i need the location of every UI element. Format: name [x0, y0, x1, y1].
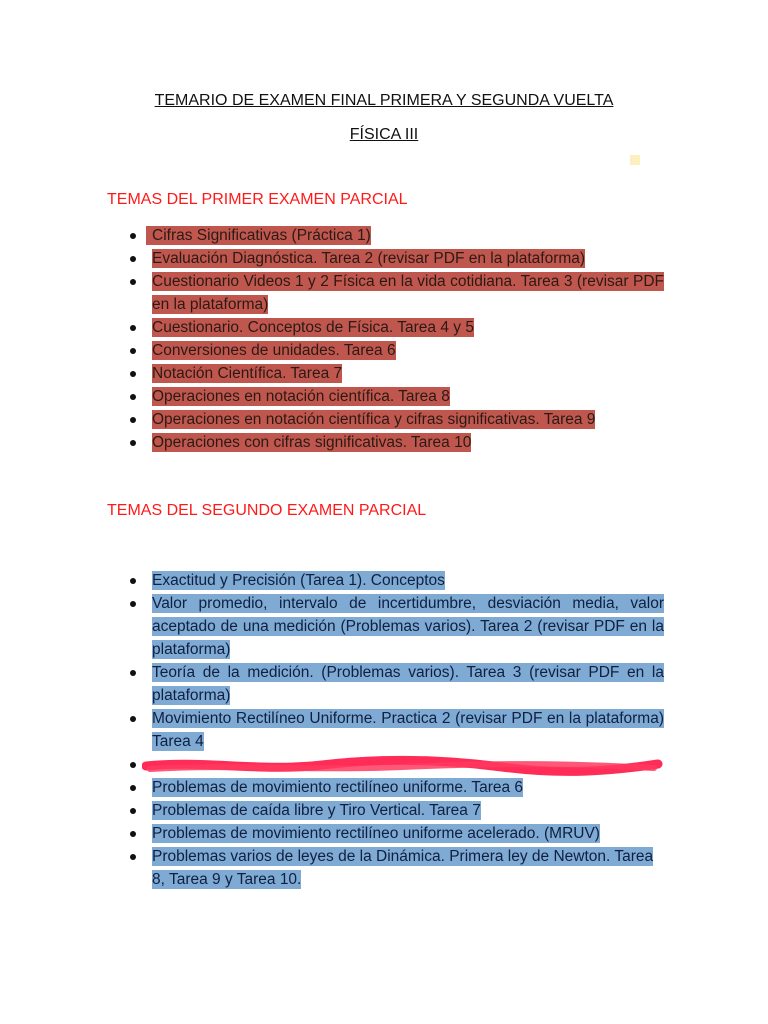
list-item — [0, 431, 664, 454]
bullet-icon — [130, 578, 136, 584]
bullet-icon — [130, 279, 136, 285]
topic-text: Operaciones en notación científica. Tarea 8 — [152, 388, 450, 405]
topic-text: Problemas varios de leyes de la Dinámica. Primera ley de Newton. Tarea 8, Tarea 9 y Tarea 10. — [152, 848, 654, 888]
list-item — [0, 247, 664, 270]
topic-text: Valor promedio, intervalo de incertidumbre, desviación media, valor aceptado de una medición (Problemas varios). Tarea 2 (revisar PDF en la plataforma) — [152, 595, 664, 658]
topic-text: Problemas de movimiento rectilíneo uniforme acelerado. (MRUV) — [152, 825, 600, 842]
topic-text: Problemas de movimiento rectilíneo uniforme. Tarea 6 — [152, 779, 524, 796]
topic-text: Teoría de la medición. (Problemas varios). Tarea 3 (revisar PDF en la plataforma) — [152, 664, 664, 704]
bullet-icon — [130, 670, 136, 676]
list-item — [0, 408, 664, 431]
list-item — [0, 592, 664, 661]
list-item — [0, 799, 664, 822]
bullet-icon — [130, 808, 136, 814]
topic-text: Exactitud y Precisión (Tarea 1). Conceptos — [152, 572, 445, 589]
topic-text: Problemas de caída libre y Tiro Vertical. Tarea 7 — [152, 802, 481, 819]
document-subtitle: FÍSICA III — [349, 126, 419, 143]
bullet-icon — [130, 417, 136, 423]
bullet-icon — [130, 831, 136, 837]
list-item — [0, 224, 664, 247]
bullet-icon — [130, 325, 136, 331]
redaction-scribble — [142, 755, 664, 777]
second-exam-topic-list — [0, 569, 768, 891]
document-title: TEMARIO DE EXAMEN FINAL PRIMERA Y SEGUNDA VUELTA — [154, 92, 614, 109]
first-exam-topic-list — [0, 224, 768, 454]
bullet-icon — [130, 716, 136, 722]
list-item — [0, 569, 664, 592]
topic-text: Cifras Significativas (Práctica 1) — [146, 226, 371, 245]
bullet-icon — [130, 256, 136, 262]
list-item — [0, 707, 664, 753]
topic-text: Operaciones en notación científica y cifras significativas. Tarea 9 — [152, 411, 596, 428]
list-item — [0, 362, 664, 385]
topic-text: Movimiento Rectilíneo Uniforme. Practica 2 (revisar PDF en la plataforma) Tarea 4 — [152, 710, 664, 750]
list-item — [0, 776, 664, 799]
topic-text: Cuestionario. Conceptos de Física. Tarea 4 y 5 — [152, 319, 474, 336]
bullet-icon — [130, 371, 136, 377]
topic-text: Evaluación Diagnóstica. Tarea 2 (revisar PDF en la plataforma) — [152, 250, 586, 267]
bullet-icon — [130, 785, 136, 791]
section-heading-second-exam: TEMAS DEL SEGUNDO EXAMEN PARCIAL — [107, 502, 427, 519]
bullet-icon — [130, 394, 136, 400]
topic-text: Notación Científica. Tarea 7 — [152, 365, 343, 382]
list-item — [0, 661, 664, 707]
list-item — [0, 339, 664, 362]
bullet-icon — [130, 762, 136, 768]
topic-text: Conversiones de unidades. Tarea 6 — [152, 342, 396, 359]
section-heading-first-exam: TEMAS DEL PRIMER EXAMEN PARCIAL — [107, 191, 408, 208]
list-item — [0, 316, 664, 339]
list-item — [0, 845, 664, 891]
topic-text: Cuestionario Videos 1 y 2 Física en la vida cotidiana. Tarea 3 (revisar PDF en la plataforma) — [152, 273, 664, 313]
topic-text: Operaciones con cifras significativas. Tarea 10 — [152, 434, 472, 451]
decorative-mark — [630, 155, 640, 165]
bullet-icon — [130, 348, 136, 354]
bullet-icon — [130, 440, 136, 446]
bullet-icon — [130, 233, 136, 239]
list-item — [0, 385, 664, 408]
bullet-icon — [130, 601, 136, 607]
bullet-icon — [130, 854, 136, 860]
list-item — [0, 270, 664, 316]
list-item — [0, 822, 664, 845]
